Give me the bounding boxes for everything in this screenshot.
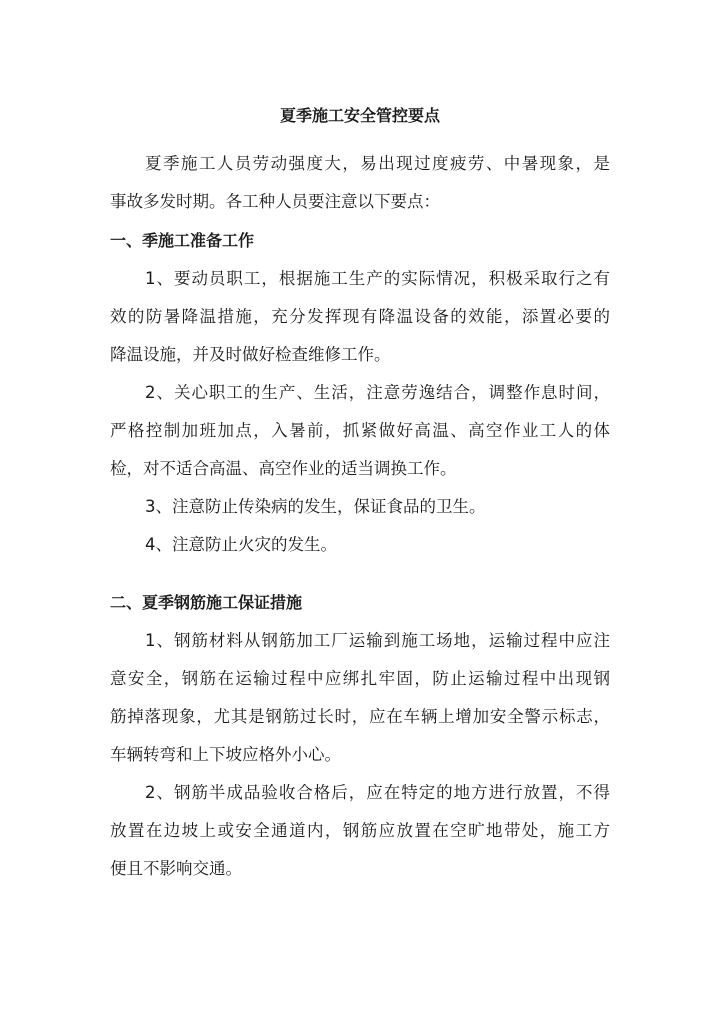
section-1-item-1-line-1: 1、要动员职工，根据施工生产的实际情况，积极采取行之有 <box>145 269 610 288</box>
section-2-item-2-line-1: 2、钢筋半成品验收合格后，应在特定的地方进行放置，不得 <box>145 783 610 802</box>
intro-line-2: 事故多发时期。各工种人员要注意以下要点： <box>110 192 440 211</box>
section-1-item-4: 4、注意防止火灾的发生。 <box>145 535 337 554</box>
section-2-item-2-line-2: 放置在边坡上或安全通道内，钢筋应放置在空旷地带处，施工方 <box>110 821 610 840</box>
intro-line-1: 夏季施工人员劳动强度大，易出现过度疲劳、中暑现象，是 <box>145 154 610 173</box>
section-1-item-1-line-3: 降温设施，并及时做好检查维修工作。 <box>110 345 391 364</box>
section-1-item-1-line-2: 效的防暑降温措施，充分发挥现有降温设备的效能，添置必要的 <box>110 307 610 326</box>
section-2-item-2-line-3: 便且不影响交通。 <box>110 859 242 878</box>
section-1-item-2-line-3: 检，对不适合高温、高空作业的适当调换工作。 <box>110 459 457 478</box>
section-2-item-1-line-4: 车辆转弯和上下坡应格外小心。 <box>110 745 341 764</box>
section-2-item-1-line-3: 筋掉落现象，尤其是钢筋过长时，应在车辆上增加安全警示标志， <box>110 707 610 726</box>
section-1-item-3: 3、注意防止传染病的发生，保证食品的卫生。 <box>145 497 486 516</box>
section-1-item-2-line-2: 严格控制加班加点，入暑前，抓紧做好高温、高空作业工人的体 <box>110 421 610 440</box>
document-title: 夏季施工安全管控要点 <box>279 106 440 125</box>
section-1-heading: 一、季施工准备工作 <box>110 231 255 250</box>
section-2-item-1-line-1: 1、钢筋材料从钢筋加工厂运输到施工场地，运输过程中应注 <box>145 631 610 650</box>
section-2-item-1-line-2: 意安全，钢筋在运输过程中应绑扎牢固，防止运输过程中出现钢 <box>110 669 610 688</box>
section-1-item-2-line-1: 2、关心职工的生产、生活，注意劳逸结合，调整作息时间， <box>145 383 610 402</box>
section-2-heading: 二、夏季钢筋施工保证措施 <box>110 593 303 612</box>
